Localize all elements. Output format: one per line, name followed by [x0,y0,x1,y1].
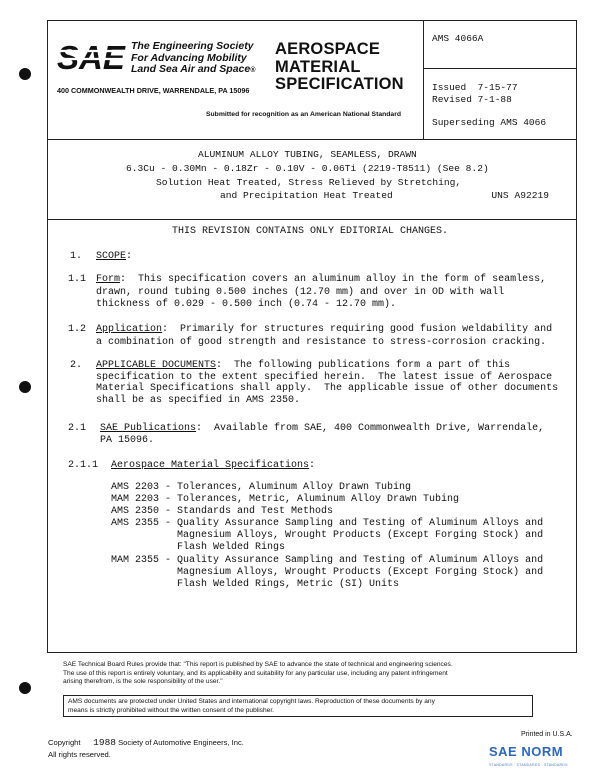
society-line: The Engineering Society [131,40,254,52]
paragraph-line: shall be as specified in AMS 2350. [96,394,301,406]
superseding-note: Superseding AMS 4066 [432,117,547,128]
doc-number: AMS 4066A [432,33,484,44]
registered-mark: ® [250,67,256,74]
copyright-year: 1988 [93,737,116,748]
ams-specs-heading: Aerospace Material Specifications [111,460,310,471]
copyright-notice-box [63,695,533,717]
section-number: 1.1 [68,274,87,285]
doc-type-line: SPECIFICATION [275,75,404,93]
board-rules-line: The use of this report is entirely voluntary, and its applicability and suitability for any particular use, including any patent infringement [63,669,448,677]
reference-line: Flash Welded Rings [111,542,286,554]
paragraph-line: : Primarily for structures requiring good fusion weldability and [162,324,553,335]
reference-line: AMS 2355 - Quality Assurance Sampling and Testing of Aluminum Alloys and [111,518,544,530]
paragraph-line: specification to the extent specified herein. The latest issue of Aerospace [96,371,553,383]
sae-publications-label: SAE Publications [100,423,197,434]
section-paragraph [96,274,546,312]
paragraph-line: : The following publications form a part of this [216,360,511,371]
printed-in: Printed in U.S.A. [521,731,573,738]
sae-logo-text: SAE [57,39,125,75]
binder-hole [19,381,31,393]
binder-hole [19,682,31,694]
section-paragraph [96,324,552,349]
paragraph-line: thickness of 0.029 - 0.500 inch (0.74 - 12.70 mm). [96,299,397,310]
scope-heading: SCOPE [96,251,127,262]
section-number: 2.1.1 [68,460,99,471]
title-line: Solution Heat Treated, Stress Relieved by Stretching, [156,177,462,188]
doc-type-line: MATERIAL [275,57,361,76]
section-number: 1. [70,251,83,262]
section-heading [96,251,132,262]
doc-type-line: AEROSPACE [275,40,381,58]
reference-line: MAM 2203 - Tolerances, Metric, Aluminum Alloy Drawn Tubing [111,494,460,506]
form-label: Form [96,274,121,285]
section-heading [111,460,315,471]
reference-list [111,482,543,591]
board-rules-line: SAE Technical Board Rules provide that: "This report is published by SAE to advance the state of technical and engineering sciences. [63,661,453,668]
applicable-docs-label: APPLICABLE DOCUMENTS [96,360,217,371]
board-rules-line: arising therefrom, is the sole responsibility of the user." [63,678,223,686]
doc-number-box [424,21,577,69]
sae-logo [56,39,128,75]
uns-number: UNS A92219 [491,190,549,201]
binder-hole [19,68,31,80]
paragraph-line: PA 15096. [100,434,155,446]
paragraph-line: a combination of good strength and resistance to stress-corrosion cracking. [96,336,547,348]
sae-norm-watermark: SAE NORM [489,744,564,759]
board-rules-note [63,661,543,687]
heading-colon: : [126,251,133,262]
section-paragraph [100,423,544,446]
section-number: 1.2 [68,324,87,335]
reference-line: MAM 2355 - Quality Assurance Sampling and Testing of Aluminum Alloys and [111,554,544,566]
watermark-subtext: STANDARDS · STANDARDS · STANDARDS [489,763,568,767]
material-title-block [48,139,576,220]
heading-colon: : [309,460,316,471]
section-number: 2. [70,360,83,371]
section-number: 2.1 [68,423,87,434]
doc-info-panel [423,21,577,139]
society-address: 400 COMMONWEALTH DRIVE, WARRENDALE, PA 15096 [57,86,250,95]
reference-line: AMS 2203 - Tolerances, Aluminum Alloy Drawn Tubing [111,482,412,493]
title-line: 6.3Cu - 0.30Mn - 0.18Zr - 0.10V - 0.06Ti (2219-T8511) (See 8.2) [126,163,489,174]
section-paragraph [96,360,558,406]
reference-line: Magnesium Alloys, Wrought Products (Except Forging Stock) and [111,530,544,542]
all-rights-reserved: All rights reserved. [48,750,111,759]
title-line: and Precipitation Heat Treated [220,190,393,201]
reference-line: Flash Welded Rings, Metric (SI) Units [111,578,400,590]
revised-date: Revised 7-1-88 [432,94,512,105]
revision-notice: THIS REVISION CONTAINS ONLY EDITORIAL CHANGES. [172,226,449,237]
document-header [48,21,576,140]
copyright-line [48,737,244,748]
copyright-notice-line: AMS documents are protected under United States and international copyright laws. Reproduction of these documents by any [68,698,435,705]
doc-type-title [275,41,404,94]
title-line: ALUMINUM ALLOY TUBING, SEAMLESS, DRAWN [198,149,417,160]
reference-line: Magnesium Alloys, Wrought Products (Except Forging Stock) and [111,566,544,578]
society-line: For Advancing Mobility [131,51,247,64]
reference-line: AMS 2350 - Standards and Test Methods [111,506,334,518]
society-name [131,41,255,77]
issue-dates [432,82,518,106]
paragraph-line: : This specification covers an aluminum alloy in the form of seamless, [120,274,547,285]
ansi-submission-note: Submitted for recognition as an American National Standard [206,111,401,118]
issued-date: Issued 7-15-77 [432,82,518,93]
copyright-notice-line: means is strictly prohibited without the written consent of the publisher. [68,706,274,714]
application-label: Application [96,324,163,335]
paragraph-line: : Available from SAE, 400 Commonwealth Drive, Warrendale, [196,423,545,434]
copyright-holder: Society of Automotive Engineers, Inc. [118,738,244,747]
copyright-label: Copyright [48,738,81,747]
paragraph-line: drawn, round tubing 0.500 inches (12.70 mm) and over in OD with wall [96,286,505,298]
paragraph-line: Material Specifications shall apply. The applicable issue of other documents [96,383,559,395]
society-line: Land Sea Air and Space [131,63,251,75]
